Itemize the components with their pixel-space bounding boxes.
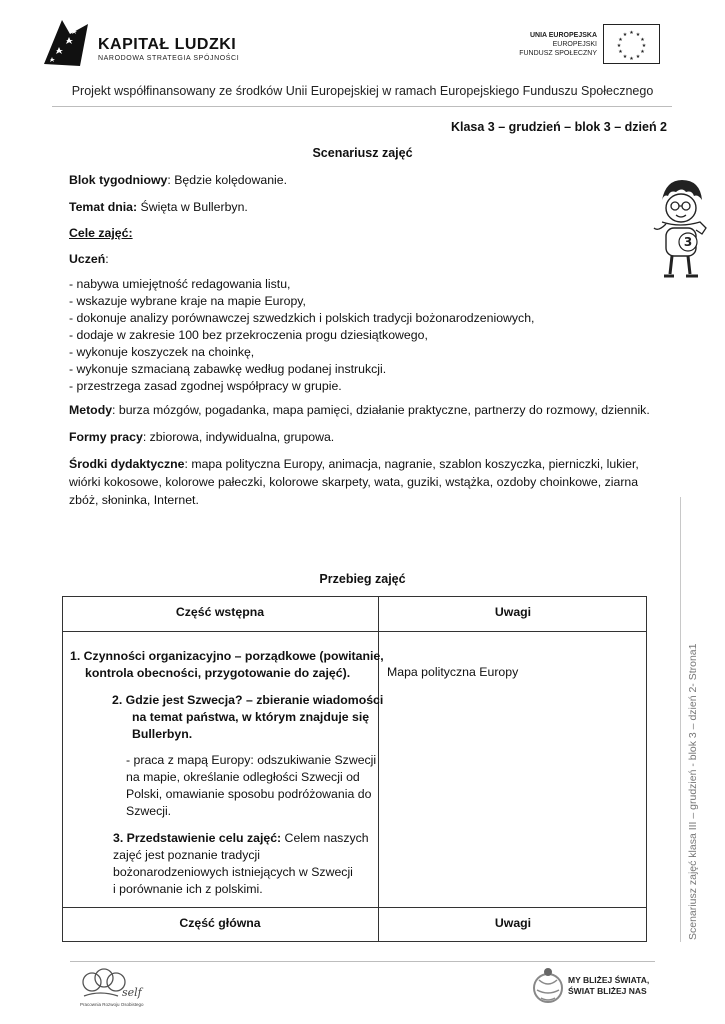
mbs-slogan xyxy=(568,975,649,997)
step2-detail-line3: Polski, omawianie sposobu podróżowania do xyxy=(126,787,372,801)
work-forms-value: : zbiorowa, indywidualna, grupowa. xyxy=(142,430,335,444)
eu-fund-line2: FUNDUSZ SPOŁECZNY xyxy=(519,50,597,57)
didactic-means-label: Środki dydaktyczne xyxy=(69,457,185,471)
side-page-label: Scenariusz zajęć klasa III – grudzień - blok 3 – dzień 2- Strona1 xyxy=(687,643,699,940)
methods-value: : burza mózgów, pogadanka, mapa pamięci, działanie praktyczne, partnerzy do rozmowy, dziennik. xyxy=(112,403,650,417)
student-label: Uczeń xyxy=(69,252,106,266)
svg-text:★: ★ xyxy=(618,37,623,43)
list-item: - nabywa umiejętność redagowania listu, xyxy=(69,277,291,291)
weekly-block-value: : Będzie kolędowanie. xyxy=(167,173,288,187)
svg-text:★: ★ xyxy=(629,56,634,62)
svg-text:★: ★ xyxy=(635,54,641,60)
goals-label: Cele zajęć: xyxy=(69,226,133,240)
table-header-intro: Część wstępna xyxy=(175,605,265,619)
footer-divider xyxy=(70,961,655,962)
svg-text:★: ★ xyxy=(635,32,641,38)
step3-text xyxy=(113,830,369,898)
svg-text:★: ★ xyxy=(640,49,645,55)
methods-label: Metody xyxy=(69,403,113,417)
lesson-flow-title: Przebieg zajęć xyxy=(319,572,406,586)
step3-label: 3. Przedstawienie celu zajęć: xyxy=(113,831,282,845)
step1-line2: kontrola obecności, przygotowanie do zajęć). xyxy=(85,666,351,680)
step3-line2: zajęć jest poznanie tradycji xyxy=(113,848,260,862)
table-header-main-notes: Uwagi xyxy=(494,916,532,930)
step2-text xyxy=(112,692,384,743)
step1-line1: 1. Czynności organizacyjno – porządkowe (powitanie, xyxy=(70,649,384,663)
step2-line2: na temat państwa, w którym znajduje się xyxy=(132,710,370,724)
mbs-line1: MY BLIŻEJ ŚWIATA, xyxy=(568,975,650,985)
eu-text-block xyxy=(519,31,597,58)
self-caption: Pracownia Rozwoju Osobistego xyxy=(80,1002,144,1007)
didactic-means-line2: wiórki kokosowe, kolorowe pałeczki, kolorowe skarpety, wata, guziki, wstążka, ozdoby choinkowe, ziarna xyxy=(69,475,639,489)
svg-text:★: ★ xyxy=(640,37,645,43)
table-row-divider xyxy=(62,907,647,908)
svg-text:self: self xyxy=(122,986,142,999)
logo-subtitle: NARODOWA STRATEGIA SPÓJNOŚCI xyxy=(98,55,240,62)
eu-flag-icon xyxy=(603,24,660,64)
kapital-ludzki-logo-icon xyxy=(40,14,90,72)
mascot-badge-number: 3 xyxy=(683,235,693,249)
project-cofinancing-line: Projekt współfinansowany ze środków Unii Europejskiej w ramach Europejskiego Funduszu Społecznego xyxy=(71,84,654,98)
list-item: - dodaje w zakresie 100 bez przekroczenia progu dziesiątkowego, xyxy=(69,328,428,342)
weekly-block-line xyxy=(69,171,669,189)
side-divider xyxy=(680,497,681,942)
table-row-divider xyxy=(62,631,647,632)
table-header-notes: Uwagi xyxy=(494,605,532,619)
mbs-line2: ŚWIAT BLIŻEJ NAS xyxy=(568,986,647,996)
table-header-main: Część główna xyxy=(179,916,261,930)
eu-fund-line1: EUROPEJSKI xyxy=(552,41,597,48)
step2-detail xyxy=(126,752,376,820)
header-divider xyxy=(52,106,672,107)
list-item: - wykonuje szmacianą zabawkę według podanej instrukcji. xyxy=(69,362,387,376)
topic-line xyxy=(69,198,669,216)
step1-text xyxy=(70,648,384,682)
list-item: - wskazuje wybrane kraje na mapie Europy, xyxy=(69,294,306,308)
svg-text:★: ★ xyxy=(618,49,623,55)
list-item: - dokonuje analizy porównawczej szwedzkich i polskich tradycji bożonarodzeniowych, xyxy=(69,311,535,325)
methods-line xyxy=(69,401,669,419)
objectives-list xyxy=(69,276,629,395)
step2-line3: Bullerbyn. xyxy=(132,727,193,741)
svg-text:★: ★ xyxy=(641,43,647,49)
work-forms-line xyxy=(69,428,669,446)
step2-detail-line2: na mapie, określanie odległości Szwecji od xyxy=(126,770,360,784)
lesson-flow-table xyxy=(62,596,647,942)
student-colon: : xyxy=(105,252,109,266)
goals-heading xyxy=(69,224,669,242)
svg-text:★: ★ xyxy=(616,43,622,49)
svg-text:★: ★ xyxy=(629,30,634,36)
step3-line1: Celem naszych xyxy=(281,831,369,845)
my-blizej-swiata-logo-icon xyxy=(531,966,565,1012)
step3-line3: bożonarodzeniowych istniejących w Szwecji xyxy=(113,865,353,879)
step2-detail-line1: - praca z mapą Europy: odszukiwanie Szwecji xyxy=(126,753,377,767)
topic-label: Temat dnia: xyxy=(69,200,138,214)
logo-title: KAPITAŁ LUDZKI xyxy=(98,36,237,53)
boy-mascot-icon xyxy=(652,178,708,280)
list-item: - wykonuje koszyczek na choinkę, xyxy=(69,345,255,359)
svg-text:★: ★ xyxy=(622,54,628,60)
step2-detail-line4: Szwecji. xyxy=(126,804,172,818)
work-forms-label: Formy pracy xyxy=(69,430,143,444)
scenario-title: Scenariusz zajęć xyxy=(312,146,413,160)
class-line: Klasa 3 – grudzień – blok 3 – dzień 2 xyxy=(450,120,667,134)
step1-note: Mapa polityczna Europy xyxy=(387,665,519,679)
list-item: - przestrzega zasad zgodnej współpracy w grupie. xyxy=(69,379,342,393)
didactic-means-block xyxy=(69,455,679,509)
svg-text:★: ★ xyxy=(622,32,628,38)
step2-line1: 2. Gdzie jest Szwecja? – zbieranie wiadomości xyxy=(112,693,384,707)
topic-value: Święta w Bullerbyn. xyxy=(137,200,248,214)
step3-line4: i porównanie ich z polskimi. xyxy=(113,882,263,896)
eu-name: UNIA EUROPEJSKA xyxy=(529,32,597,39)
student-heading xyxy=(69,250,669,268)
weekly-block-label: Blok tygodniowy xyxy=(69,173,168,187)
didactic-means-line1: : mapa polityczna Europy, animacja, nagranie, szablon koszyczka, pierniczki, lukier, xyxy=(184,457,639,471)
didactic-means-line3: zbóż, słoninka, Internet. xyxy=(69,493,199,507)
